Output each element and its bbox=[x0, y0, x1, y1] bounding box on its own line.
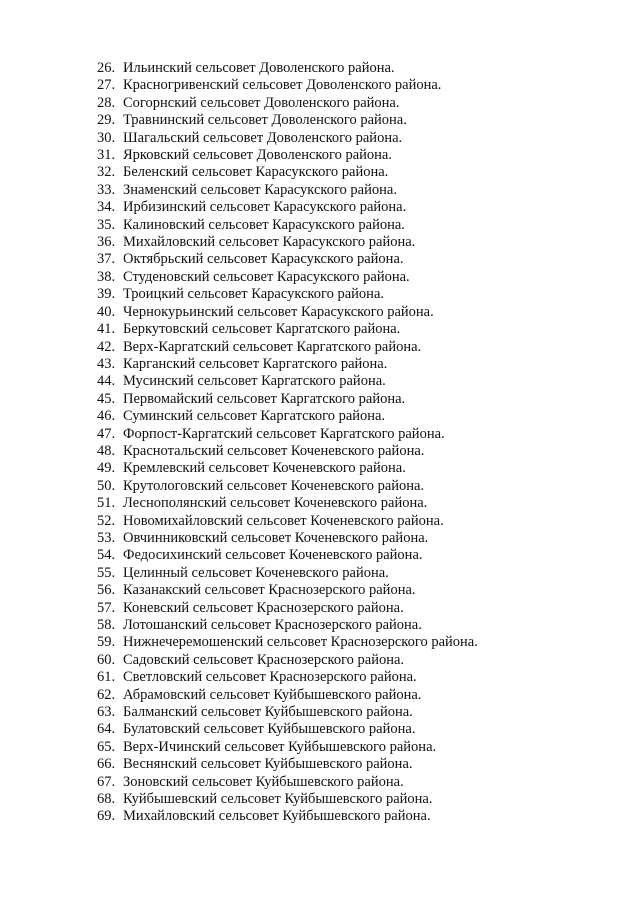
list-item bbox=[97, 95, 478, 112]
list-item-number: 69. bbox=[97, 808, 116, 825]
list-item-text: Мусинский сельсовет Каргатского района. bbox=[123, 373, 386, 390]
list-item-number: 30. bbox=[97, 129, 116, 146]
list-item bbox=[97, 339, 478, 356]
list-item-text: Верх-Каргатский сельсовет Каргатского района. bbox=[123, 338, 422, 355]
list-item bbox=[97, 513, 478, 530]
list-item-number: 52. bbox=[97, 512, 116, 529]
list-item-number: 54. bbox=[97, 547, 116, 564]
list-item bbox=[97, 495, 478, 512]
list-item bbox=[97, 582, 478, 599]
list-item-text: Леснополянский сельсовет Коченевского района. bbox=[123, 495, 428, 512]
list-item-number: 26. bbox=[97, 60, 116, 76]
list-item-text: Михайловский сельсовет Куйбышевского района. bbox=[123, 808, 431, 825]
list-item bbox=[97, 547, 478, 564]
list-item-number: 50. bbox=[97, 477, 116, 494]
list-item bbox=[97, 164, 478, 181]
list-item-number: 65. bbox=[97, 738, 116, 755]
list-item-number: 41. bbox=[97, 321, 116, 338]
list-item bbox=[97, 60, 478, 77]
list-item-number: 64. bbox=[97, 721, 116, 738]
list-item-text: Целинный сельсовет Коченевского района. bbox=[123, 564, 389, 581]
list-item bbox=[97, 617, 478, 634]
list-item-number: 42. bbox=[97, 338, 116, 355]
list-item-number: 43. bbox=[97, 355, 116, 372]
list-item bbox=[97, 217, 478, 234]
list-item-text: Ирбизинский сельсовет Карасукского района. bbox=[123, 199, 407, 216]
list-item-text: Веснянский сельсовет Куйбышевского района. bbox=[123, 756, 413, 773]
list-item-text: Чернокурьинский сельсовет Карасукского района. bbox=[123, 303, 434, 320]
list-item-text: Новомихайловский сельсовет Коченевского района. bbox=[123, 512, 444, 529]
list-item-number: 59. bbox=[97, 634, 116, 651]
list-item-number: 61. bbox=[97, 669, 116, 686]
list-item bbox=[97, 391, 478, 408]
list-item bbox=[97, 565, 478, 582]
list-item bbox=[97, 756, 478, 773]
list-item-text: Краснотальский сельсовет Коченевского района. bbox=[123, 442, 425, 459]
list-item-text: Шагальский сельсовет Доволенского района. bbox=[123, 129, 403, 146]
list-item-number: 33. bbox=[97, 181, 116, 198]
list-item-number: 56. bbox=[97, 582, 116, 599]
list-item-number: 38. bbox=[97, 268, 116, 285]
list-item-text: Октябрьский сельсовет Карасукского района. bbox=[123, 251, 404, 268]
list-item-number: 58. bbox=[97, 617, 116, 633]
list-item-text: Студеновский сельсовет Карасукского района. bbox=[123, 268, 410, 285]
list-item-number: 62. bbox=[97, 686, 116, 703]
list-item-text: Зоновский сельсовет Куйбышевского района. bbox=[123, 773, 404, 790]
list-item-text: Нижнечеремошенский сельсовет Краснозерского района. bbox=[123, 634, 478, 651]
list-item bbox=[97, 530, 478, 547]
list-item bbox=[97, 443, 478, 460]
list-item-text: Крутологовский сельсовет Коченевского района. bbox=[123, 477, 425, 494]
list-item bbox=[97, 321, 478, 338]
list-item bbox=[97, 704, 478, 721]
list-item-number: 37. bbox=[97, 251, 116, 268]
list-item-text: Ярковский сельсовет Доволенского района. bbox=[123, 147, 392, 164]
list-item-number: 47. bbox=[97, 425, 116, 442]
list-item-number: 49. bbox=[97, 460, 116, 477]
list-item-text: Овчинниковский сельсовет Коченевского района. bbox=[123, 529, 429, 546]
list-item-text: Ильинский сельсовет Доволенского района. bbox=[123, 60, 395, 76]
list-item-text: Калиновский сельсовет Карасукского района. bbox=[123, 216, 405, 233]
list-item-number: 40. bbox=[97, 303, 116, 320]
list-item-text: Светловский сельсовет Краснозерского района. bbox=[123, 669, 417, 686]
list-item-text: Карганский сельсовет Каргатского района. bbox=[123, 355, 388, 372]
list-item-text: Абрамовский сельсовет Куйбышевского района. bbox=[123, 686, 422, 703]
list-item-number: 32. bbox=[97, 164, 116, 181]
list-item-text: Федосихинский сельсовет Коченевского района. bbox=[123, 547, 423, 564]
list-item-number: 34. bbox=[97, 199, 116, 216]
list-item-number: 51. bbox=[97, 495, 116, 512]
list-item-number: 68. bbox=[97, 791, 116, 808]
list-item bbox=[97, 808, 478, 825]
list-item-number: 63. bbox=[97, 704, 116, 721]
list-item bbox=[97, 251, 478, 268]
list-item bbox=[97, 130, 478, 147]
list-item bbox=[97, 373, 478, 390]
list-item bbox=[97, 286, 478, 303]
list-item-number: 29. bbox=[97, 112, 116, 129]
list-item-number: 27. bbox=[97, 77, 116, 94]
list-item bbox=[97, 460, 478, 477]
list-item-text: Троицкий сельсовет Карасукского района. bbox=[123, 286, 385, 303]
list-item bbox=[97, 687, 478, 704]
list-item-text: Куйбышевский сельсовет Куйбышевского района. bbox=[123, 791, 433, 808]
list-item-number: 57. bbox=[97, 599, 116, 616]
list-item bbox=[97, 269, 478, 286]
list-item-number: 39. bbox=[97, 286, 116, 303]
list-item-text: Кремлевский сельсовет Коченевского района. bbox=[123, 460, 406, 477]
list-item bbox=[97, 600, 478, 617]
list-item-number: 44. bbox=[97, 373, 116, 390]
list-item-text: Согорнский сельсовет Доволенского района. bbox=[123, 94, 400, 111]
list-item bbox=[97, 356, 478, 373]
list-item-text: Травнинский сельсовет Доволенского района. bbox=[123, 112, 407, 129]
list-item-text: Красногривенский сельсовет Доволенского района. bbox=[123, 77, 442, 94]
list-item-text: Знаменский сельсовет Карасукского района. bbox=[123, 181, 397, 198]
list-item bbox=[97, 774, 478, 791]
list-item-text: Беленский сельсовет Карасукского района. bbox=[123, 164, 389, 181]
list-item bbox=[97, 304, 478, 321]
list-item-number: 45. bbox=[97, 390, 116, 407]
list-item-text: Садовский сельсовет Краснозерского района. bbox=[123, 651, 405, 668]
list-item-text: Михайловский сельсовет Карасукского района. bbox=[123, 234, 416, 251]
list-item bbox=[97, 739, 478, 756]
list-item bbox=[97, 408, 478, 425]
list-item bbox=[97, 112, 478, 129]
list-item-number: 48. bbox=[97, 442, 116, 459]
list-item-number: 66. bbox=[97, 756, 116, 773]
list-item-number: 46. bbox=[97, 408, 116, 425]
list-item-text: Беркутовский сельсовет Каргатского района. bbox=[123, 321, 401, 338]
list-item bbox=[97, 721, 478, 738]
list-item bbox=[97, 147, 478, 164]
list-item bbox=[97, 199, 478, 216]
list-item-number: 55. bbox=[97, 564, 116, 581]
list-item-text: Балманский сельсовет Куйбышевского района. bbox=[123, 704, 413, 721]
list-item-text: Первомайский сельсовет Каргатского района. bbox=[123, 390, 406, 407]
list-item-number: 28. bbox=[97, 94, 116, 111]
list-item bbox=[97, 652, 478, 669]
list-item-number: 36. bbox=[97, 234, 116, 251]
list-item-text: Казанакский сельсовет Краснозерского района. bbox=[123, 582, 416, 599]
list-item-number: 60. bbox=[97, 651, 116, 668]
list-item-text: Суминский сельсовет Каргатского района. bbox=[123, 408, 386, 425]
list-item-number: 35. bbox=[97, 216, 116, 233]
list-item-text: Форпост-Каргатский сельсовет Каргатского района. bbox=[123, 425, 445, 442]
list-item-text: Булатовский сельсовет Куйбышевского района. bbox=[123, 721, 416, 738]
list-item bbox=[97, 791, 478, 808]
list-item-number: 31. bbox=[97, 147, 116, 164]
list-item bbox=[97, 634, 478, 651]
list-item bbox=[97, 426, 478, 443]
list-item bbox=[97, 182, 478, 199]
numbered-list bbox=[97, 60, 478, 826]
list-item-text: Коневский сельсовет Краснозерского района. bbox=[123, 599, 404, 616]
list-item-text: Лотошанский сельсовет Краснозерского района. bbox=[123, 617, 422, 633]
list-item bbox=[97, 669, 478, 686]
list-item-number: 53. bbox=[97, 529, 116, 546]
list-item-text: Верх-Ичинский сельсовет Куйбышевского района. bbox=[123, 738, 437, 755]
list-item bbox=[97, 478, 478, 495]
list-item-number: 67. bbox=[97, 773, 116, 790]
list-item bbox=[97, 234, 478, 251]
list-item bbox=[97, 77, 478, 94]
